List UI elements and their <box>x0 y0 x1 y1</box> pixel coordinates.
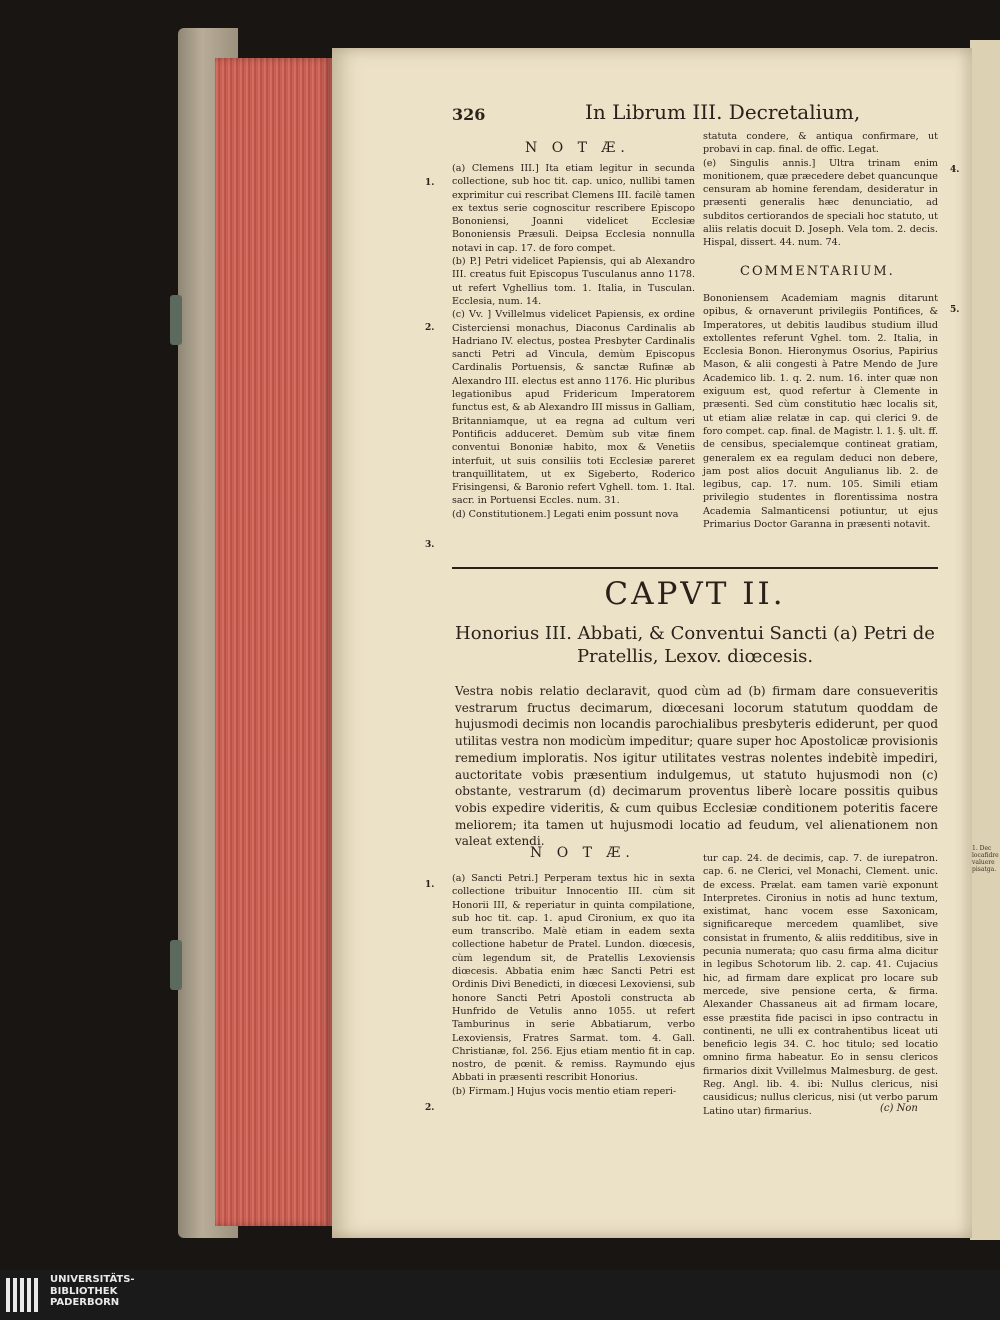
facing-page-edge <box>970 40 1000 1240</box>
clasp-top <box>170 295 182 345</box>
note-e: (e) Singulis annis.] Ultra trinam enim monitionem, quæ præcedere debet quancunque censuram ab homine ferendam, desideratur in præsenti generalis hæc denunciatio, ad subditos certiorandos de speciali hoc statuto, ut aliis relatis docuit D. Joseph. Vela tom. 2. decis. Hispal, dissert. 44. num. 74. <box>703 157 938 249</box>
notae-heading-1: N O T Æ. <box>525 140 630 156</box>
facing-page-fragment: 1. Dec locafidre valuere pisatga. <box>972 845 999 873</box>
running-head: In Librum III. Decretalium, <box>585 100 861 124</box>
footer-bar <box>0 1270 1000 1320</box>
commentarium-heading: COMMENTARIUM. <box>740 264 895 279</box>
note-b: (b) P.] Petri videlicet Papiensis, qui ab Alexandro III. creatus fuit Episcopus Tusculanus anno 1178. ut refert Vghellius tom. 1. Italia, in Tusculan. Ecclesia, num. 14. <box>452 256 695 307</box>
library-name-line-2: BIBLIOTHEK <box>50 1285 118 1297</box>
margin-number: 5. <box>950 305 960 315</box>
margin-number: 2. <box>425 1103 435 1113</box>
notes-column-right-2: tur cap. 24. de decimis, cap. 7. de iurepatron. cap. 6. ne Clerici, vel Monachi, Clement. unic. de excess. Prælat. eam tamen variè exponunt Interpretes. Cironius in notis ad hunc textum, existimat, hanc vocem esse Saxonicam, significareque mercedem quamlibet, sive consistat in frumento, & aliis redditibus, sive in pecunia numerata; quo casu firma alma dicitur in legibus Schotorum lib. 2. cap. 41. Cujacius hic, ad firmam dare explicat pro locare sub mercede, sive pensione certa, & firma. Alexander Chassaneus ait ad firmam locare, esse præstita fide pacisci in ipso contractu in continenti, ne ulli ex contrahentibus liceat uti beneficio legis 34. C. hoc titulo; sed locatio omnino firma habeatur. Eo in sensu clericos firmarios dixit Vvillelmus Malmesburg. de gest. Reg. Angl. lib. 4. ibi: Nullus clericus, nisi causidicus; nullus clericus, nisi (ut verbo parum Latino utar) firmarius. <box>703 853 938 1117</box>
margin-number: 4. <box>950 165 960 175</box>
red-page-edges <box>215 58 333 1226</box>
library-name <box>50 1274 250 1309</box>
margin-number: 1. <box>425 880 435 890</box>
commentarium-text: Bononiensem Academiam magnis ditarunt opibus, & ornaverunt privilegiis Pontifices, & Imperatores, ut debitis laudibus studium illud extollentes referunt Vghel. tom. 2. Italia, in Ecclesia Bonon. Hieronymus Osorius, Papirius Mason, & alii congesti à Patre Mendo de Jure Academico lib. 1. q. 2. num. 16. inter quæ non exiguum est, quod refertur à Clemente in præsenti. Sed cùm constitutio hæc localis sit, ut etiam aliæ relatæ in cap. qui clerici 9. de foro compet. cap. final. de Magistr. l. 1. §. ult. ff. de censibus, specialemque contineat gratiam, generalem ex ea regulam deduci non debere, jam post alios docuit Angulianus lib. 2. de legibus, cap. 17. num. 105. Simili etiam privilegio studentes in florentissima nostra Academia Salmanticensi potiuntur, ut ejus Primarius Doctor Garanna in præsenti notavit. <box>703 293 938 531</box>
margin-number: 3. <box>425 540 435 550</box>
note-c: (c) Vv. ] Vvillelmus videlicet Papiensis, ex ordine Cisterciensi monachus, Diaconus Cardinalis ab Hadriano IV. electus, postea Presbyter Cardinalis sancti Petri ad Vincula, demùm Episcopus Cardinalis Portuensis, & sanctæ Rufinæ ab Alexandro III. electus est anno 1176. Hic pluribus legationibus apud Fridericum Imperatorem functus est, & ab Alexandro III missus in Galliam, Britanniamque, ut ea regna ad cultum veri Pontificis adduceret. Demùm sub vitæ finem conventui Bononiæ habito, mox & Venetiis interfuit, ut suis consiliis toti Ecclesiæ pareret tranquillitatem, ut ex Sigeberto, Roderico Frisingensi, & Baronio refert Vghell. tom. 1. Ital. sacr. in Portuensi Eccles. num. 31. <box>452 309 695 507</box>
chapter-subtitle: Honorius III. Abbati, & Conventui Sancti (a) Petri de Pratellis, Lexov. diœcesis. <box>455 623 935 667</box>
notae-heading-2: N O T Æ. <box>530 845 635 861</box>
notes-column-left-1 <box>452 162 695 521</box>
note-d-cont: statuta condere, & antiqua confirmare, ut probavi in cap. final. de offic. Legat. <box>703 131 938 156</box>
notes-column-left-2 <box>452 872 695 1098</box>
library-name-line-3: PADERBORN <box>50 1297 120 1308</box>
note-2b: (b) Firmam.] Hujus vocis mentio etiam reperi- <box>452 1085 677 1097</box>
note-2a: (a) Sancti Petri.] Perperam textus hic in sexta collectione tribuitur Innocentio III. cùm sit Honorii III, & reperiatur in quinta compilatione, sub hoc tit. cap. 1. apud Cironium, ex quo ita eum transcribo. Malè etiam in eadem sexta collectione habetur de Pratel. Lundon. diœcesis, cùm legendum sit, de Pratellis Lexoviensis diœcesis. Abbatia enim hæc Sancti Petri est Ordinis Divi Benedicti, in diœcesi Lexoviensi, sub honore Sancti Petri Apostoli constructa ab Hunfrido de Vetulis anno 1055. ut refert Tamburinus in serie Abbatiarum, verbo Lexoviensis, Fratres Sarmat. tom. 4. Gall. Christianæ, fol. 256. Ejus etiam mentio fit in cap. nostro, de pœnit. & remiss. Raymundo ejus Abbati in præsenti rescribit Honorius. <box>452 873 695 1084</box>
notes-column-right-1 <box>703 130 938 250</box>
chapter-body: Vestra nobis relatio declaravit, quod cùm ad (b) firmam dare consueveritis vestrarum fructus decimarum, diœcesani locorum statutum quoddam de hujusmodi decimis non locandis parochialibus presbyteris ediderunt, per quod utilitas vestra non modicùm impeditur; quare super hoc Apostolicæ provisionis remedium imploratis. Nos igitur utilitates vestras nolentes indebitè impediri, auctoritate vobis præsentium indulgemus, ut statuto hujusmodi non (c) obstante, vestrarum (d) decimarum proventus liberè locare possitis quibus vobis expedire videritis, & cum quibus Ecclesiæ conditionem poteritis facere meliorem; ita tamen ut hujusmodi locatio ad feudum, vel alienationem non valeat extendi. <box>455 684 938 849</box>
clasp-bottom <box>170 940 182 990</box>
section-rule <box>452 567 938 569</box>
margin-number: 1. <box>425 178 435 188</box>
note-d: (d) Constitutionem.] Legati enim possunt nova <box>452 508 679 520</box>
library-name-line-1: UNIVERSITÄTS- <box>50 1274 135 1285</box>
page-number: 326 <box>452 105 486 124</box>
catchword: (c) Non <box>880 1103 918 1114</box>
chapter-title: CAPVT II. <box>604 576 786 612</box>
note-a: (a) Clemens III.] Ita etiam legitur in secunda collectione, sub hoc tit. cap. unico, nullibi tamen exprimitur cui rescribat Clemens III. facilè tamen ex textus serie cognoscitur rescribere Episcopo Bononiensi, Joanni videlicet Ecclesiæ Bononiensis Præsuli. Deipsa Ecclesia nonnulla notavi in cap. 17. de foro compet. <box>452 163 695 254</box>
margin-number: 2. <box>425 323 435 333</box>
